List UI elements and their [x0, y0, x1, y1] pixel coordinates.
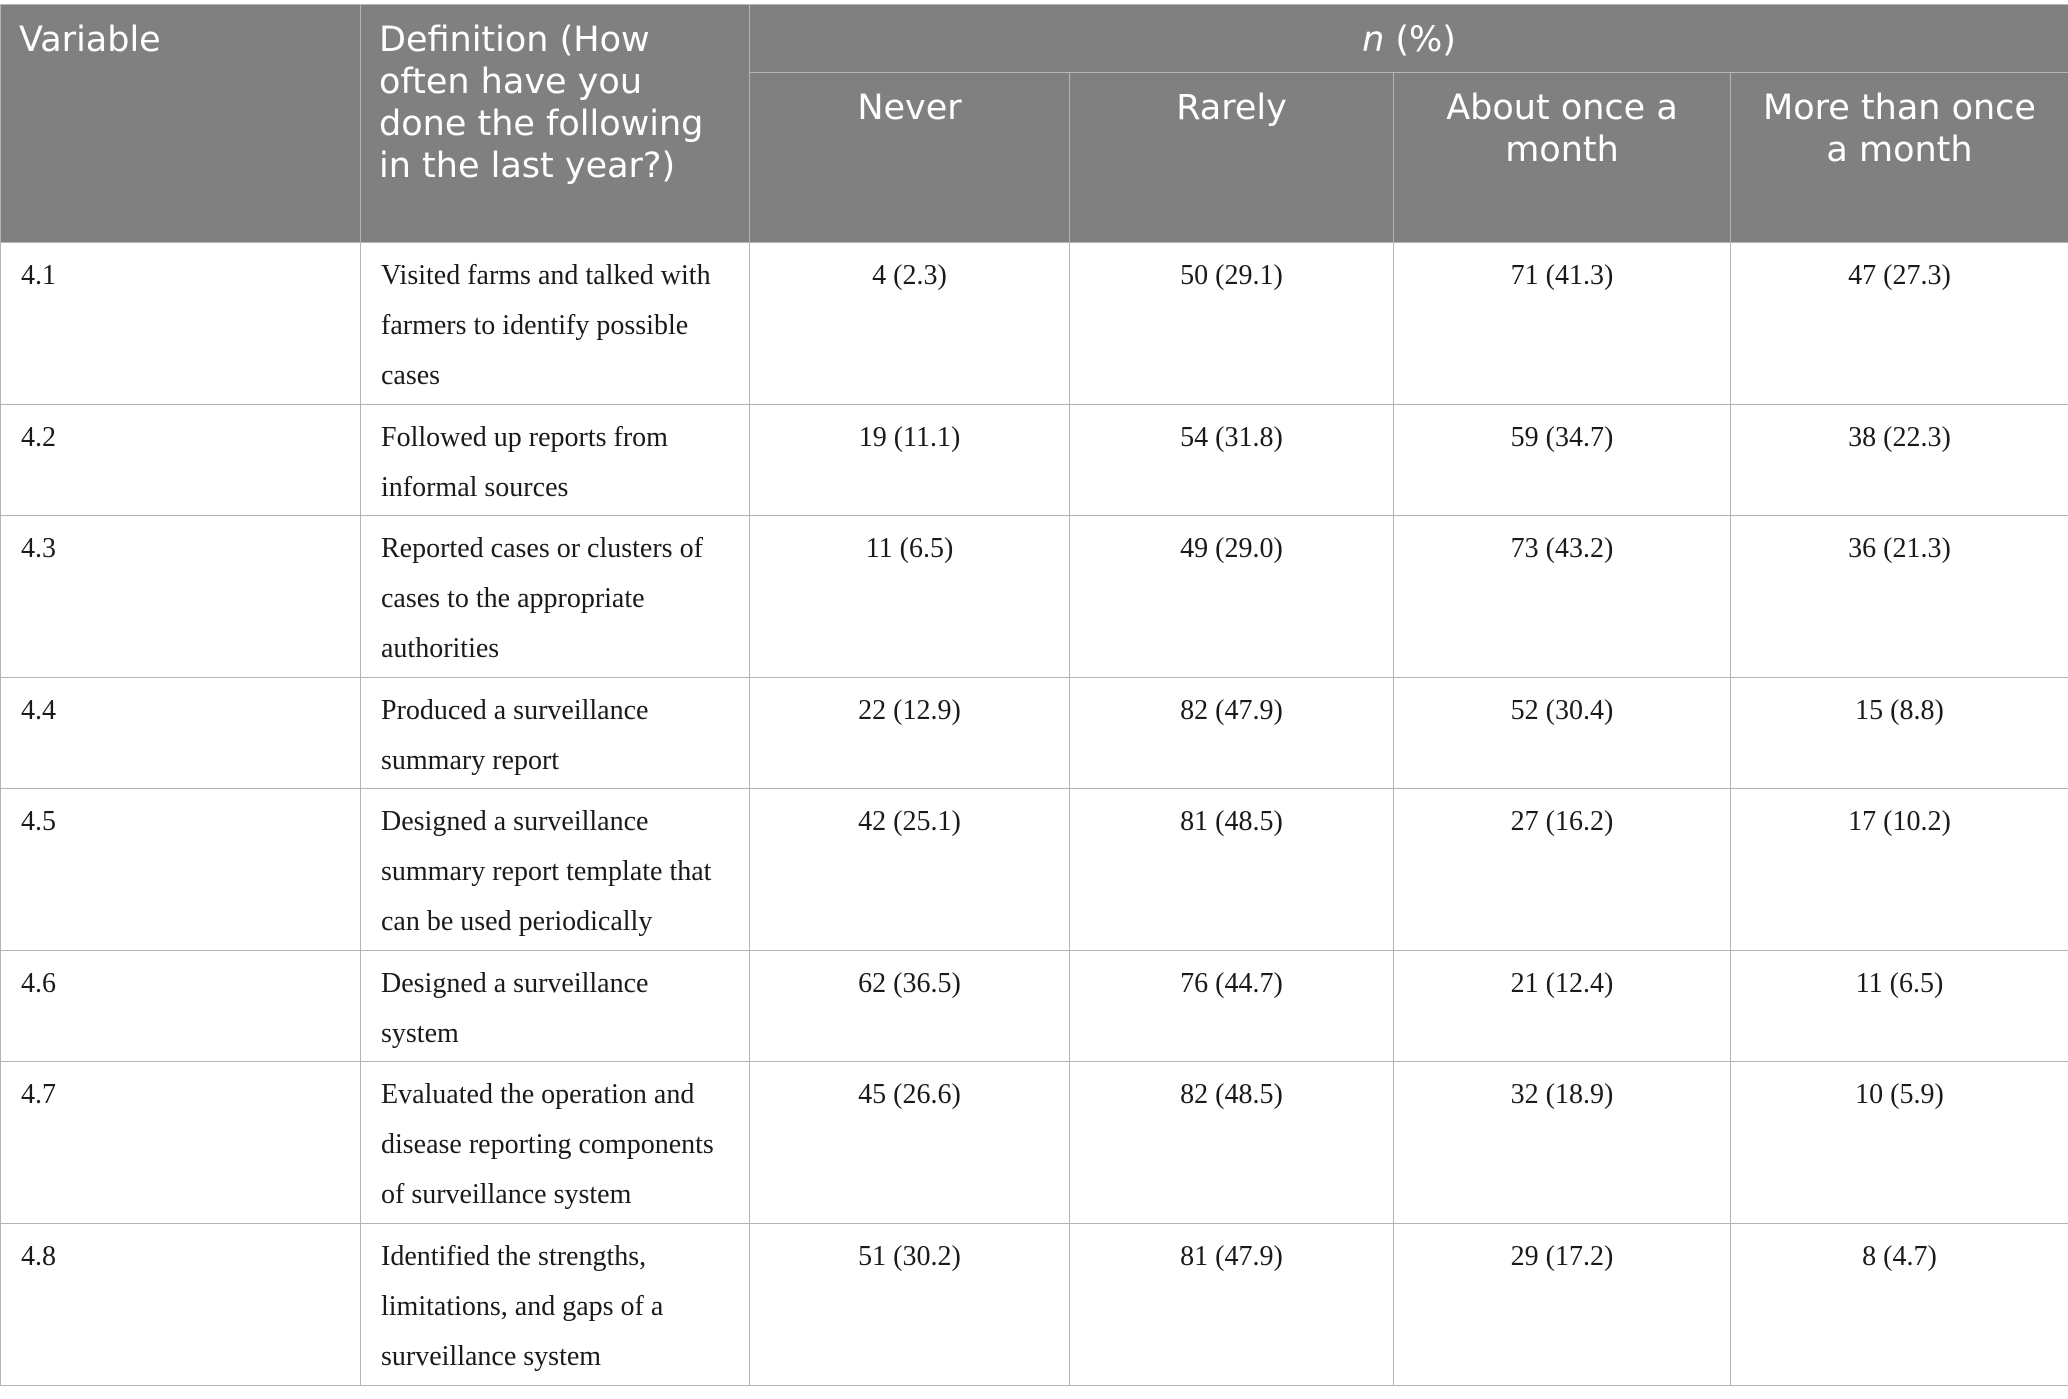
cell-more-than-once-a-month: 36 (21.3) — [1731, 516, 2068, 678]
cell-never: 42 (25.1) — [750, 789, 1070, 951]
cell-rarely: 81 (48.5) — [1070, 789, 1394, 951]
header-definition: Definition (How often have you done the following in the last year?) — [361, 5, 750, 243]
header-percent: (%) — [1384, 20, 1456, 60]
cell-more-than-once-a-month: 15 (8.8) — [1731, 678, 2068, 789]
cell-more-than-once-a-month: 17 (10.2) — [1731, 789, 2068, 951]
cell-variable: 4.8 — [1, 1224, 361, 1386]
cell-about-once-a-month: 71 (41.3) — [1394, 243, 1731, 405]
header-n: n — [1362, 20, 1385, 60]
cell-definition: Reported cases or clusters of cases to the appropriate authorities — [361, 516, 750, 678]
header-n-percent — [750, 5, 2068, 73]
cell-definition: Evaluated the operation and disease reporting components of surveillance system — [361, 1062, 750, 1224]
table-row — [1, 405, 2068, 516]
cell-variable: 4.3 — [1, 516, 361, 678]
header-rarely: Rarely — [1070, 73, 1394, 243]
header-about-once-a-month: About once a month — [1394, 73, 1731, 243]
table-row — [1, 789, 2068, 951]
cell-variable: 4.6 — [1, 951, 361, 1062]
cell-never: 4 (2.3) — [750, 243, 1070, 405]
table-row — [1, 678, 2068, 789]
cell-definition: Designed a surveillance system — [361, 951, 750, 1062]
cell-rarely: 49 (29.0) — [1070, 516, 1394, 678]
table-row — [1, 951, 2068, 1062]
frequency-table — [0, 4, 2068, 1386]
cell-about-once-a-month: 27 (16.2) — [1394, 789, 1731, 951]
cell-more-than-once-a-month: 10 (5.9) — [1731, 1062, 2068, 1224]
cell-never: 22 (12.9) — [750, 678, 1070, 789]
cell-variable: 4.7 — [1, 1062, 361, 1224]
table-body — [1, 243, 2068, 1386]
cell-more-than-once-a-month: 8 (4.7) — [1731, 1224, 2068, 1386]
cell-never: 51 (30.2) — [750, 1224, 1070, 1386]
cell-rarely: 54 (31.8) — [1070, 405, 1394, 516]
cell-rarely: 82 (47.9) — [1070, 678, 1394, 789]
cell-variable: 4.4 — [1, 678, 361, 789]
cell-more-than-once-a-month: 38 (22.3) — [1731, 405, 2068, 516]
cell-about-once-a-month: 21 (12.4) — [1394, 951, 1731, 1062]
cell-definition: Identified the strengths, limitations, and gaps of a surveillance system — [361, 1224, 750, 1386]
cell-about-once-a-month: 73 (43.2) — [1394, 516, 1731, 678]
cell-variable: 4.5 — [1, 789, 361, 951]
cell-definition: Produced a surveillance summary report — [361, 678, 750, 789]
cell-more-than-once-a-month: 47 (27.3) — [1731, 243, 2068, 405]
table-header — [1, 5, 2068, 243]
cell-more-than-once-a-month: 11 (6.5) — [1731, 951, 2068, 1062]
cell-variable: 4.1 — [1, 243, 361, 405]
header-variable: Variable — [1, 5, 361, 243]
table-row — [1, 1224, 2068, 1386]
cell-definition: Designed a surveillance summary report template that can be used periodically — [361, 789, 750, 951]
header-more-than-once-a-month: More than once a month — [1731, 73, 2068, 243]
cell-about-once-a-month: 59 (34.7) — [1394, 405, 1731, 516]
cell-rarely: 50 (29.1) — [1070, 243, 1394, 405]
header-never: Never — [750, 73, 1070, 243]
cell-about-once-a-month: 32 (18.9) — [1394, 1062, 1731, 1224]
cell-about-once-a-month: 52 (30.4) — [1394, 678, 1731, 789]
cell-about-once-a-month: 29 (17.2) — [1394, 1224, 1731, 1386]
cell-rarely: 81 (47.9) — [1070, 1224, 1394, 1386]
cell-never: 45 (26.6) — [750, 1062, 1070, 1224]
cell-never: 19 (11.1) — [750, 405, 1070, 516]
cell-definition: Followed up reports from informal sources — [361, 405, 750, 516]
cell-definition: Visited farms and talked with farmers to identify possible cases — [361, 243, 750, 405]
cell-never: 11 (6.5) — [750, 516, 1070, 678]
table-row — [1, 1062, 2068, 1224]
table-row — [1, 243, 2068, 405]
cell-rarely: 82 (48.5) — [1070, 1062, 1394, 1224]
cell-variable: 4.2 — [1, 405, 361, 516]
cell-never: 62 (36.5) — [750, 951, 1070, 1062]
cell-rarely: 76 (44.7) — [1070, 951, 1394, 1062]
table-row — [1, 516, 2068, 678]
